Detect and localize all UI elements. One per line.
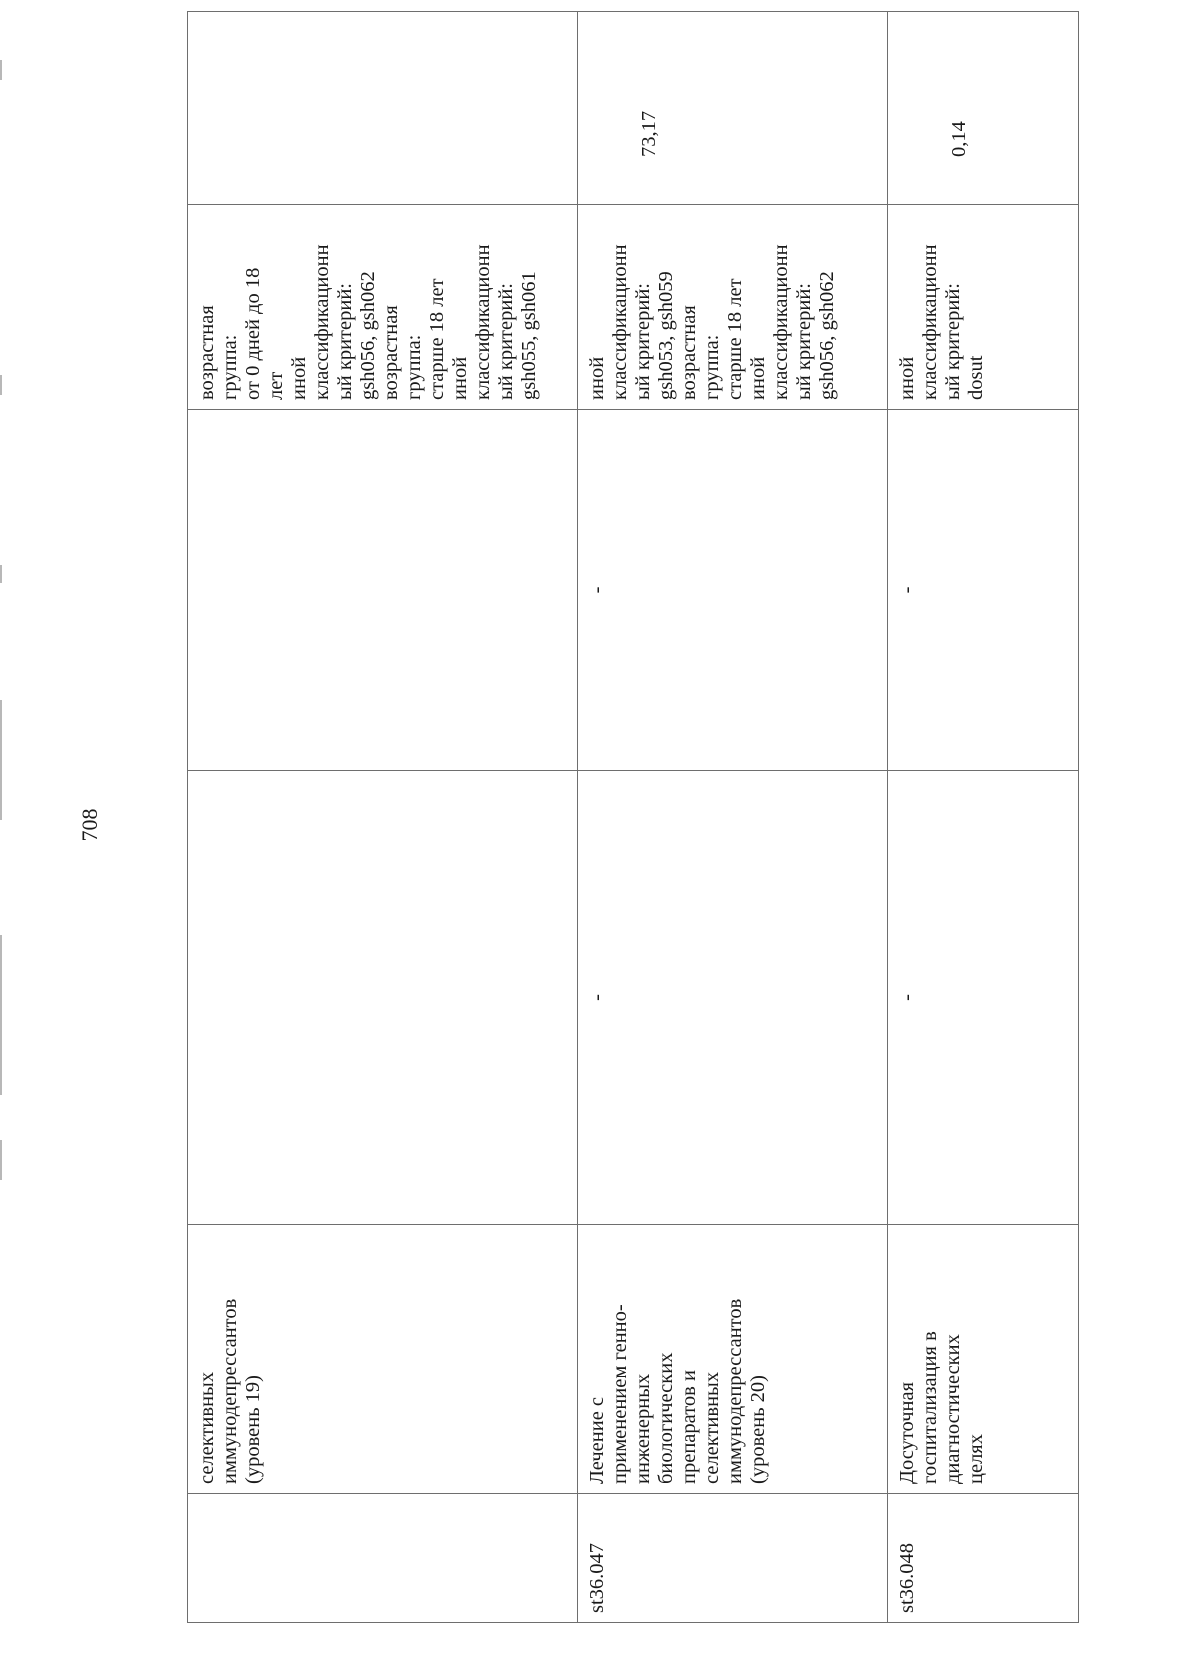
cell-name: Досуточная госпитализация в диагностических целях xyxy=(888,1225,1079,1494)
cell-coefficient: 0,14 xyxy=(888,12,1079,205)
scan-edge-mark xyxy=(0,60,2,80)
scan-edge-mark xyxy=(0,375,2,395)
cell-procedure: - xyxy=(888,410,1079,771)
cell-name: селективных иммунодепрессантов (уровень 19) xyxy=(188,1225,578,1494)
cell-criteria: возрастная группа: от 0 дней до 18 лет иной классификационн ый критерий: gsh056, gsh062 возрастная группа: старше 18 лет иной классификационн ый критерий: gsh055, gsh061 xyxy=(188,205,578,410)
scan-edge-mark xyxy=(0,1140,2,1180)
table-row xyxy=(188,12,578,1623)
regulation-table xyxy=(187,11,1079,1623)
scan-edge-mark xyxy=(0,565,2,583)
cell-criteria: иной классификационн ый критерий: gsh053, gsh059 возрастная группа: старше 18 лет иной классификационн ый критерий: gsh056, gsh062 xyxy=(578,205,888,410)
cell-coefficient xyxy=(188,12,578,205)
cell-coefficient: 73,17 xyxy=(578,12,888,205)
cell-procedure: - xyxy=(578,410,888,771)
cell-code xyxy=(188,1494,578,1623)
cell-code: st36.047 xyxy=(578,1494,888,1623)
cell-code: st36.048 xyxy=(888,1494,1079,1623)
scan-edge-mark xyxy=(0,935,2,1095)
page-number-text: 708 xyxy=(77,808,102,842)
cell-diagnosis xyxy=(188,771,578,1225)
cell-diagnosis: - xyxy=(578,771,888,1225)
rotated-table-container xyxy=(187,110,1078,1623)
cell-procedure xyxy=(188,410,578,771)
scan-edge-mark xyxy=(0,700,2,820)
page-number xyxy=(70,805,110,845)
cell-name: Лечение с применением генно- инженерных биологических препаратов и селективных иммунодепрессантов (уровень 20) xyxy=(578,1225,888,1494)
table-row xyxy=(578,12,888,1623)
cell-criteria: иной классификационн ый критерий: dosut xyxy=(888,205,1079,410)
table-row xyxy=(888,12,1079,1623)
cell-diagnosis: - xyxy=(888,771,1079,1225)
